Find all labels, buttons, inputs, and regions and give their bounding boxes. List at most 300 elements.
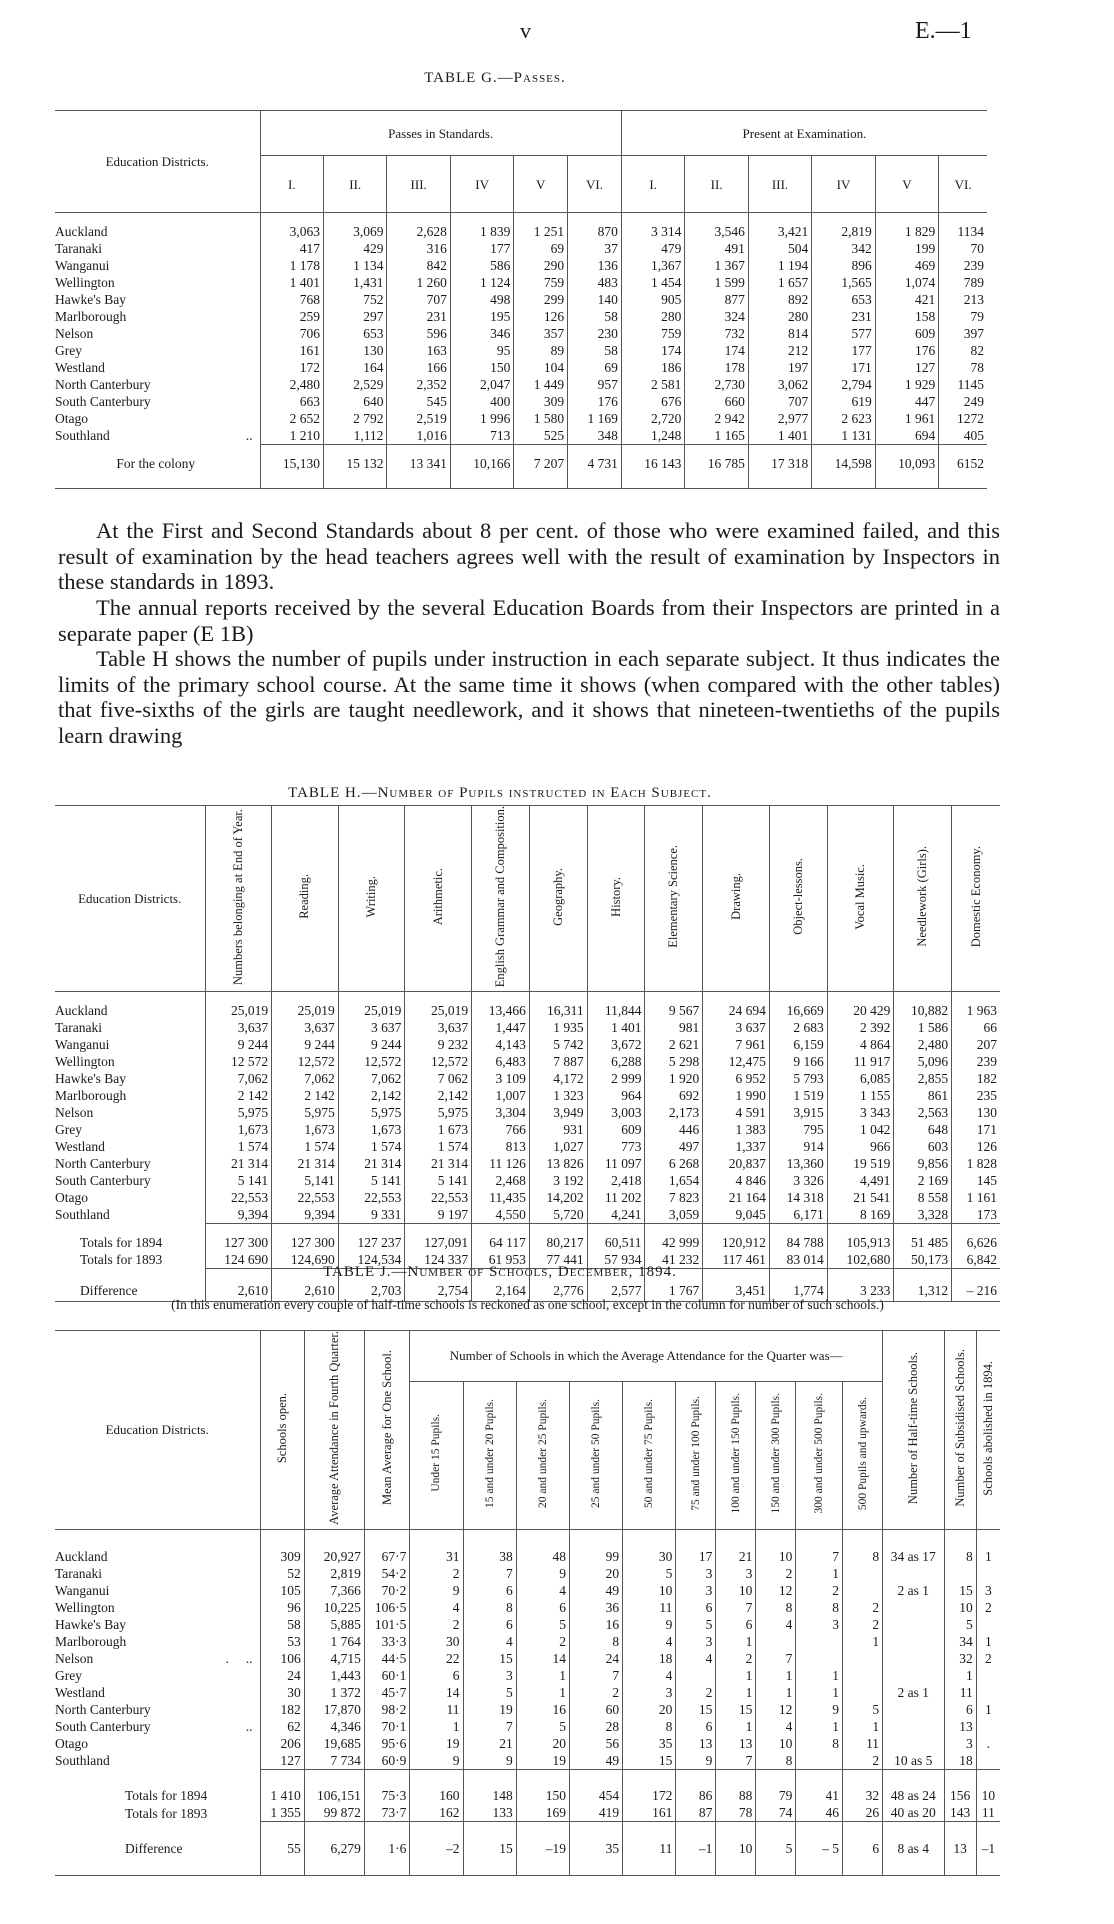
value-cell: 914 xyxy=(769,1138,827,1155)
table-j-column-header xyxy=(883,1331,944,1530)
column-label: Needlework (Girls). xyxy=(915,846,930,947)
value-cell: 7,366 xyxy=(304,1582,364,1599)
value-cell: 4 xyxy=(756,1718,796,1735)
passes-cell: 136 xyxy=(568,257,622,274)
table-row xyxy=(55,1718,1000,1735)
value-cell: 130 xyxy=(952,1104,1000,1121)
value-cell: 70·1 xyxy=(364,1718,410,1735)
value-cell: 12 xyxy=(756,1701,796,1718)
column-label: Average Attendance in Fourth Quarter. xyxy=(326,1331,341,1525)
value-cell: 19 xyxy=(463,1701,516,1718)
table-row xyxy=(55,1616,1000,1633)
present-cell: 213 xyxy=(939,291,987,308)
present-cell: 789 xyxy=(939,274,987,291)
value-cell: 2 999 xyxy=(587,1070,645,1087)
difference-cell: 10 xyxy=(716,1840,756,1857)
passes-cell: 2,352 xyxy=(387,376,450,393)
value-cell: 1 xyxy=(716,1633,756,1650)
value-cell: 1 383 xyxy=(703,1121,770,1138)
total-present-cell: 16 143 xyxy=(621,455,684,472)
total-cell: 41 xyxy=(796,1787,843,1804)
value-cell: 101·5 xyxy=(364,1616,410,1633)
district-label: South Canterbury xyxy=(55,394,151,409)
table-row xyxy=(55,1002,1000,1019)
table-j xyxy=(55,1330,1000,1876)
column-label: History. xyxy=(608,876,623,917)
value-cell: 17,870 xyxy=(304,1701,364,1718)
value-cell xyxy=(842,1684,882,1701)
district-label: Nelson xyxy=(55,1650,94,1666)
present-cell: 3,062 xyxy=(748,376,811,393)
value-cell xyxy=(756,1633,796,1650)
table-j-subcolumn-header xyxy=(410,1381,463,1529)
passes-cell: 713 xyxy=(450,427,513,445)
passes-cell: 95 xyxy=(450,342,513,359)
value-cell xyxy=(883,1565,944,1582)
paragraph-2-text: The annual reports received by the several Education Boards from their Inspectors are printed in a separate paper (E 1B) xyxy=(58,595,1000,646)
value-cell: 11 xyxy=(410,1701,463,1718)
total-cell: 1 355 xyxy=(260,1804,304,1822)
value-cell: 446 xyxy=(645,1121,703,1138)
passes-cell: 126 xyxy=(514,308,568,325)
value-cell: 1 xyxy=(842,1633,882,1650)
value-cell: 6 xyxy=(463,1582,516,1599)
value-cell: 45·7 xyxy=(364,1684,410,1701)
table-row xyxy=(55,274,987,291)
table-row xyxy=(55,427,987,445)
passes-cell: 1 449 xyxy=(514,376,568,393)
value-cell: 3,637 xyxy=(272,1019,339,1036)
table-total-row xyxy=(55,1804,1000,1822)
total-label: Totals for 1893 xyxy=(125,1805,208,1821)
value-cell: 7 734 xyxy=(304,1752,364,1770)
value-cell: 13,466 xyxy=(472,1002,530,1019)
value-cell: 239 xyxy=(952,1053,1000,1070)
passes-cell: 483 xyxy=(568,274,622,291)
value-cell: 1 xyxy=(976,1633,1000,1650)
value-cell: 2,173 xyxy=(645,1104,703,1121)
table-h xyxy=(55,805,1000,1302)
value-cell xyxy=(976,1616,1000,1633)
value-cell: 1 990 xyxy=(703,1087,770,1104)
table-g-passes-std-header: VI. xyxy=(568,156,622,213)
value-cell xyxy=(842,1667,882,1684)
value-cell xyxy=(796,1633,843,1650)
value-cell: 4,715 xyxy=(304,1650,364,1667)
value-cell: 6 xyxy=(516,1599,569,1616)
value-cell: 12,572 xyxy=(338,1053,405,1070)
district-name xyxy=(55,1684,260,1701)
total-cell: 74 xyxy=(756,1804,796,1822)
value-cell: 14,202 xyxy=(529,1189,587,1206)
value-cell: 10 xyxy=(756,1735,796,1752)
value-cell: 1 xyxy=(944,1667,976,1684)
table-j-column-header xyxy=(304,1331,364,1530)
table-row xyxy=(55,410,987,427)
passes-cell: 870 xyxy=(568,223,622,240)
value-cell: 2,418 xyxy=(587,1172,645,1189)
column-label: 20 and under 25 Pupils. xyxy=(536,1398,549,1508)
value-cell: 67·7 xyxy=(364,1548,410,1565)
column-label: Numbers belonging at End of Year. xyxy=(230,808,245,985)
passes-cell: 163 xyxy=(387,342,450,359)
total-cell: 150 xyxy=(516,1787,569,1804)
value-cell: 1 xyxy=(796,1684,843,1701)
table-row xyxy=(55,1701,1000,1718)
value-cell xyxy=(883,1650,944,1667)
value-cell: 207 xyxy=(952,1036,1000,1053)
table-g-district-header: Education Districts. xyxy=(55,111,260,213)
present-cell: 1145 xyxy=(939,376,987,393)
present-cell: 2,794 xyxy=(812,376,875,393)
value-cell: 1,027 xyxy=(529,1138,587,1155)
value-cell: 16,311 xyxy=(529,1002,587,1019)
value-cell: 22,553 xyxy=(338,1189,405,1206)
value-cell: 8 xyxy=(796,1735,843,1752)
value-cell: 3 xyxy=(976,1582,1000,1599)
value-cell: 603 xyxy=(894,1138,952,1155)
value-cell: 105 xyxy=(260,1582,304,1599)
total-cell: 127 237 xyxy=(338,1234,405,1251)
total-cell: 83 014 xyxy=(769,1251,827,1269)
passes-cell: 58 xyxy=(568,342,622,359)
table-h-column-header xyxy=(827,806,894,992)
present-cell: 1 657 xyxy=(748,274,811,291)
passes-cell: 172 xyxy=(260,359,323,376)
value-cell: 3 xyxy=(676,1633,716,1650)
present-cell: 212 xyxy=(748,342,811,359)
value-cell: 2 xyxy=(569,1684,622,1701)
total-cell: 127 300 xyxy=(205,1234,272,1251)
value-cell: 497 xyxy=(645,1138,703,1155)
district-name xyxy=(55,1582,260,1599)
value-cell: 16,669 xyxy=(769,1002,827,1019)
total-cell: 41 232 xyxy=(645,1251,703,1269)
present-cell: 447 xyxy=(875,393,938,410)
column-label: 100 and under 150 Pupils. xyxy=(729,1393,742,1514)
passes-cell: 316 xyxy=(387,240,450,257)
present-cell: 1 367 xyxy=(685,257,748,274)
value-cell: 24 xyxy=(260,1667,304,1684)
value-cell: 2 as 1 xyxy=(883,1582,944,1599)
value-cell: 2,480 xyxy=(894,1036,952,1053)
passes-cell: 130 xyxy=(323,342,386,359)
present-cell: 1,074 xyxy=(875,274,938,291)
district-label: Wellington xyxy=(55,275,115,290)
table-g-present-std-header: VI. xyxy=(939,156,987,213)
value-cell: 4 864 xyxy=(827,1036,894,1053)
present-cell: 1 401 xyxy=(748,427,811,445)
total-passes-cell: 15 132 xyxy=(323,455,386,472)
value-cell xyxy=(842,1565,882,1582)
present-cell: 342 xyxy=(812,240,875,257)
difference-cell: 1 767 xyxy=(645,1279,703,1302)
value-cell: 1,673 xyxy=(205,1121,272,1138)
value-cell: 60·1 xyxy=(364,1667,410,1684)
total-cell: 124,534 xyxy=(338,1251,405,1269)
total-cell: 10 xyxy=(976,1787,1000,1804)
column-label: Elementary Science. xyxy=(666,845,681,948)
value-cell: 1 935 xyxy=(529,1019,587,1036)
value-cell: 11 xyxy=(944,1684,976,1701)
district-label: Hawke's Bay xyxy=(55,292,127,307)
paragraph-3-text: Table H shows the number of pupils under instruction in each separate subject. It thus indicates the limits of the primary school course. At the same time it shows (when compared with the other tables) that five-sixths of the girls are taught needlework, and it shows that nineteen-twentieths of the pupils learn drawing xyxy=(58,646,1000,748)
difference-cell: 2,754 xyxy=(405,1279,472,1302)
value-cell: 1 xyxy=(756,1667,796,1684)
table-row xyxy=(55,325,987,342)
value-cell: 5,096 xyxy=(894,1053,952,1070)
difference-cell: 5 xyxy=(756,1840,796,1857)
value-cell: 15 xyxy=(676,1701,716,1718)
value-cell: 1,673 xyxy=(272,1121,339,1138)
value-cell: 2,142 xyxy=(405,1087,472,1104)
table-j-subcolumn-header xyxy=(516,1381,569,1529)
value-cell: 7 062 xyxy=(405,1070,472,1087)
value-cell: 2 xyxy=(796,1582,843,1599)
table-h-column-header xyxy=(645,806,703,992)
column-label: Vocal Music. xyxy=(853,863,867,930)
passes-cell: 1 124 xyxy=(450,274,513,291)
table-row xyxy=(55,1138,1000,1155)
district-name xyxy=(55,257,260,274)
table-h-column-header xyxy=(529,806,587,992)
difference-cell: 1·6 xyxy=(364,1840,410,1857)
present-cell: 199 xyxy=(875,240,938,257)
value-cell: 21 314 xyxy=(205,1155,272,1172)
value-cell: 11 097 xyxy=(587,1155,645,1172)
spacer xyxy=(55,213,987,224)
passes-cell: 2,529 xyxy=(323,376,386,393)
table-h-column-header xyxy=(587,806,645,992)
value-cell: 10,882 xyxy=(894,1002,952,1019)
value-cell: 931 xyxy=(529,1121,587,1138)
present-cell: 231 xyxy=(812,308,875,325)
passes-cell: 759 xyxy=(514,274,568,291)
difference-cell: 1,774 xyxy=(769,1279,827,1302)
total-cell: 161 xyxy=(623,1804,676,1822)
total-cell: 51 485 xyxy=(894,1234,952,1251)
value-cell: 8 xyxy=(842,1548,882,1565)
value-cell: 17 xyxy=(676,1548,716,1565)
present-cell: 70 xyxy=(939,240,987,257)
value-cell: 2 xyxy=(516,1633,569,1650)
value-cell: 6,288 xyxy=(587,1053,645,1070)
value-cell xyxy=(976,1565,1000,1582)
value-cell xyxy=(796,1752,843,1770)
table-h-district-header: Education Districts. xyxy=(55,806,205,992)
value-cell: 3 637 xyxy=(703,1019,770,1036)
value-cell: 1,337 xyxy=(703,1138,770,1155)
value-cell: 20 xyxy=(623,1701,676,1718)
value-cell: 6 xyxy=(944,1701,976,1718)
spacer xyxy=(55,445,987,456)
value-cell: 3,672 xyxy=(587,1036,645,1053)
total-cell: 120,912 xyxy=(703,1234,770,1251)
total-label: Totals for 1894 xyxy=(80,1235,163,1251)
value-cell: 3 xyxy=(796,1616,843,1633)
total-cell: 6,842 xyxy=(952,1251,1000,1269)
district-label: North Canterbury xyxy=(55,377,151,392)
table-row xyxy=(55,1104,1000,1121)
total-present-cell: 14,598 xyxy=(812,455,875,472)
table-row xyxy=(55,1121,1000,1138)
column-label: Geography. xyxy=(550,867,565,926)
table-row xyxy=(55,1070,1000,1087)
value-cell: 35 xyxy=(623,1735,676,1752)
value-cell: 5,975 xyxy=(405,1104,472,1121)
value-cell: 2 xyxy=(842,1752,882,1770)
paragraph-1 xyxy=(58,518,1000,595)
value-cell: 1 xyxy=(796,1718,843,1735)
table-row xyxy=(55,1633,1000,1650)
present-cell: 3 314 xyxy=(621,223,684,240)
value-cell: 795 xyxy=(769,1121,827,1138)
column-label: Drawing. xyxy=(728,873,743,921)
passes-cell: 596 xyxy=(387,325,450,342)
district-label: North Canterbury xyxy=(55,1701,151,1717)
value-cell: 1 xyxy=(796,1667,843,1684)
value-cell: 3 xyxy=(463,1667,516,1684)
value-cell: 5 xyxy=(944,1616,976,1633)
value-cell xyxy=(944,1565,976,1582)
value-cell: 8 xyxy=(756,1752,796,1770)
value-cell: 3 xyxy=(676,1582,716,1599)
value-cell: 1 574 xyxy=(205,1138,272,1155)
value-cell: 49 xyxy=(569,1752,622,1770)
table-g-present-std-header: I. xyxy=(621,156,684,213)
value-cell: 25,019 xyxy=(405,1002,472,1019)
value-cell: 95·6 xyxy=(364,1735,410,1752)
value-cell: 106·5 xyxy=(364,1599,410,1616)
value-cell: 3,304 xyxy=(472,1104,530,1121)
value-cell: 766 xyxy=(472,1121,530,1138)
value-cell: 34 xyxy=(944,1633,976,1650)
value-cell: 235 xyxy=(952,1087,1000,1104)
table-row xyxy=(55,1684,1000,1701)
present-cell: 405 xyxy=(939,427,987,445)
present-cell: 197 xyxy=(748,359,811,376)
value-cell: 7 xyxy=(463,1718,516,1735)
present-cell: 1 131 xyxy=(812,427,875,445)
table-h-column-header xyxy=(894,806,952,992)
value-cell: 60·9 xyxy=(364,1752,410,1770)
district-name: Grey xyxy=(55,1122,82,1138)
total-cell: 46 xyxy=(796,1804,843,1822)
passes-cell: 1 580 xyxy=(514,410,568,427)
value-cell: 1 xyxy=(976,1548,1000,1565)
table-g xyxy=(55,110,987,489)
district-name xyxy=(55,1650,260,1667)
total-present-cell: 6152 xyxy=(939,455,987,472)
district-name xyxy=(55,1735,260,1752)
present-cell: 732 xyxy=(685,325,748,342)
value-cell: 11 202 xyxy=(587,1189,645,1206)
table-row xyxy=(55,1053,1000,1070)
value-cell: 13 xyxy=(676,1735,716,1752)
total-present-cell: 10,093 xyxy=(875,455,938,472)
total-passes-cell: 15,130 xyxy=(260,455,323,472)
value-cell: 2,142 xyxy=(338,1087,405,1104)
value-cell: 7 xyxy=(796,1548,843,1565)
table-row xyxy=(55,1155,1000,1172)
value-cell: 30 xyxy=(260,1684,304,1701)
value-cell: 5 141 xyxy=(338,1172,405,1189)
present-cell: 176 xyxy=(875,342,938,359)
value-cell: 31 xyxy=(410,1548,463,1565)
column-label: 300 and under 500 Pupils. xyxy=(813,1393,826,1514)
total-cell: 106,151 xyxy=(304,1787,364,1804)
difference-cell: –19 xyxy=(516,1840,569,1857)
value-cell: 5 xyxy=(516,1718,569,1735)
district-label: South Canterbury xyxy=(55,1718,151,1734)
total-cell: 169 xyxy=(516,1804,569,1822)
value-cell: 2 xyxy=(410,1616,463,1633)
column-label: Writing. xyxy=(364,875,379,918)
value-cell xyxy=(883,1701,944,1718)
value-cell: 10 xyxy=(944,1599,976,1616)
spacer xyxy=(55,472,987,489)
total-cell: 127 300 xyxy=(272,1234,339,1251)
passes-cell: 1 178 xyxy=(260,257,323,274)
value-cell: 53 xyxy=(260,1633,304,1650)
value-cell: 1 xyxy=(796,1565,843,1582)
value-cell: 3 637 xyxy=(338,1019,405,1036)
passes-cell: 1 839 xyxy=(450,223,513,240)
paragraph-2 xyxy=(58,595,1000,646)
value-cell: 54·2 xyxy=(364,1565,410,1582)
value-cell: 3,949 xyxy=(529,1104,587,1121)
district-name xyxy=(55,1701,260,1718)
table-h-column-header xyxy=(769,806,827,992)
passes-cell: 230 xyxy=(568,325,622,342)
total-cell: 156 xyxy=(944,1787,976,1804)
table-j-column-header xyxy=(976,1331,1000,1530)
paragraph-3 xyxy=(58,646,1000,748)
passes-cell: 1 260 xyxy=(387,274,450,291)
value-cell: 13 xyxy=(944,1718,976,1735)
value-cell: 25,019 xyxy=(205,1002,272,1019)
value-cell: 38 xyxy=(463,1548,516,1565)
present-cell: 2,977 xyxy=(748,410,811,427)
table-row xyxy=(55,1650,1000,1667)
value-cell: 20 429 xyxy=(827,1002,894,1019)
column-label: 25 and under 50 Pupils. xyxy=(590,1398,603,1508)
difference-cell: 35 xyxy=(569,1840,622,1857)
value-cell: 8 xyxy=(796,1599,843,1616)
total-label: Totals for 1893 xyxy=(80,1252,163,1268)
value-cell: 1 828 xyxy=(952,1155,1000,1172)
present-cell: 239 xyxy=(939,257,987,274)
total-passes-cell: 7 207 xyxy=(514,455,568,472)
value-cell: 5 793 xyxy=(769,1070,827,1087)
value-cell xyxy=(883,1718,944,1735)
total-cell: 79 xyxy=(756,1787,796,1804)
present-cell: 676 xyxy=(621,393,684,410)
table-row xyxy=(55,376,987,393)
passes-cell: 1 169 xyxy=(568,410,622,427)
table-g-present-std-header: II. xyxy=(685,156,748,213)
present-cell: 397 xyxy=(939,325,987,342)
value-cell xyxy=(883,1735,944,1752)
passes-cell: 1 210 xyxy=(260,427,323,445)
value-cell: 20 xyxy=(516,1735,569,1752)
total-label: For the colony xyxy=(116,456,196,471)
difference-cell: 2,610 xyxy=(205,1279,272,1302)
value-cell: 14 xyxy=(410,1684,463,1701)
district-name xyxy=(55,342,260,359)
value-cell: 8 xyxy=(756,1599,796,1616)
value-cell: 5,720 xyxy=(529,1206,587,1224)
